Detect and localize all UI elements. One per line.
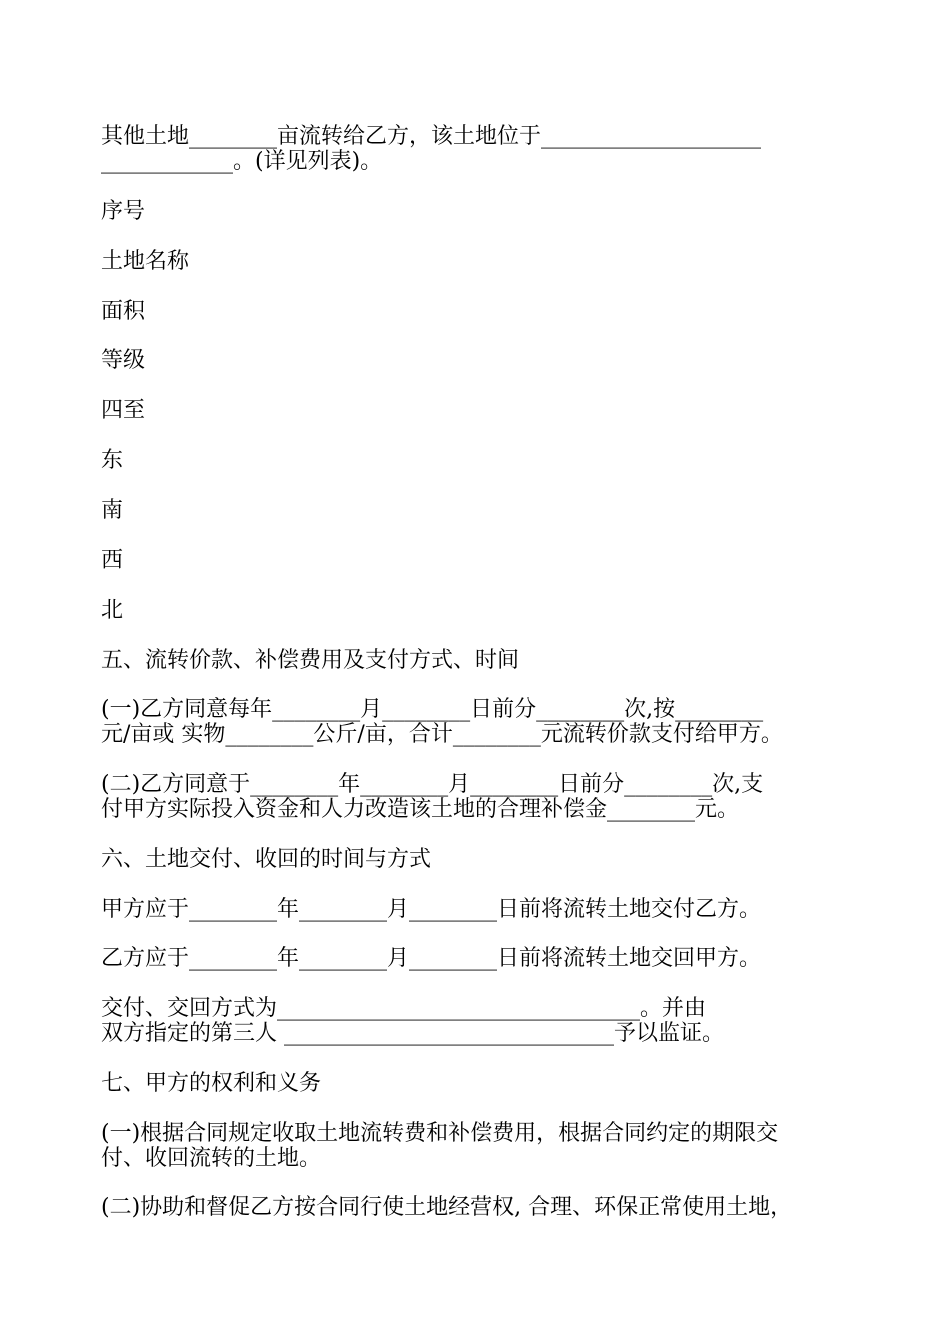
text-line: 付、收回流转的土地。 (101, 1146, 322, 1171)
text-line: (一)根据合同规定收取土地流转费和补偿费用，根据合同约定的期限交 (101, 1121, 779, 1146)
section-heading: 六、土地交付、收回的时间与方式 (101, 847, 432, 872)
text-line: 乙方应于________年________月________日前将流转土地交回甲方。 (101, 946, 762, 971)
text-line: 双方指定的第三人 ______________________________予以监证。 (101, 1021, 724, 1046)
text-line: (一)乙方同意每年________月________日前分________次,按________ (101, 697, 764, 722)
text-line: 付甲方实际投入资金和人力改造该土地的合理补偿金________元。 (101, 797, 740, 822)
table-header-grade: 等级 (101, 348, 146, 373)
table-header-area: 面积 (101, 299, 146, 324)
text-line: (二)乙方同意于________年________月________日前分________次,支 (101, 772, 764, 797)
table-header-east: 东 (101, 448, 124, 473)
text-line: 交付、交回方式为_________________________________。并由 (101, 996, 707, 1021)
text-line: 甲方应于________年________月________日前将流转土地交付乙方。 (101, 897, 762, 922)
table-header-west: 西 (101, 548, 124, 573)
section-heading: 五、流转价款、补偿费用及支付方式、时间 (101, 648, 520, 673)
table-header-north: 北 (101, 598, 124, 623)
table-header-boundaries: 四至 (101, 398, 146, 423)
table-header-seq: 序号 (101, 199, 146, 224)
text-line: (二)协助和督促乙方按合同行使土地经营权, 合理、环保正常使用土地， (101, 1195, 793, 1220)
table-header-south: 南 (101, 498, 124, 523)
text-line: 元/亩或 实物________公斤/亩，合计________元流转价款支付给甲方。 (101, 722, 783, 747)
section-heading: 七、甲方的权利和义务 (101, 1071, 322, 1096)
text-line: ____________。(详见列表)。 (101, 149, 383, 174)
text-line: 其他土地________亩流转给乙方，该土地位于____________________ (101, 124, 762, 149)
table-header-land-name: 土地名称 (101, 249, 190, 274)
